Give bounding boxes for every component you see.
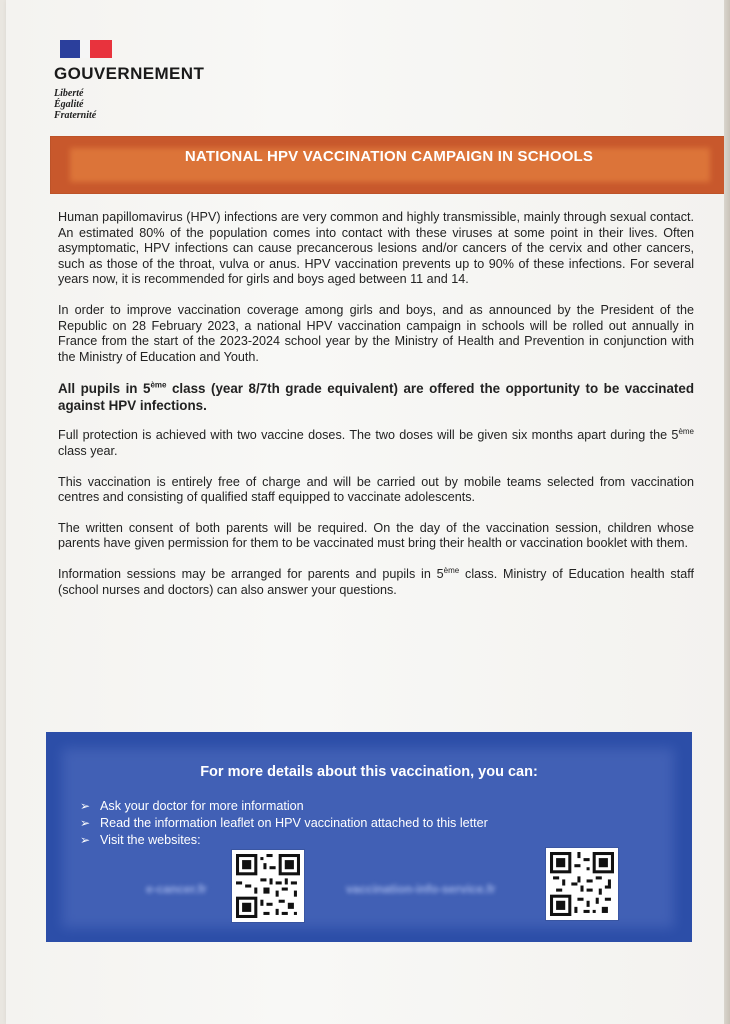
- org-name: GOUVERNEMENT: [54, 64, 205, 83]
- motto: [54, 88, 204, 121]
- letter-page: [6, 0, 726, 1024]
- arrow-bullet-icon: ➢: [80, 816, 91, 830]
- paragraph-hpv-intro: Human papillomavirus (HPV) infections are very common and highly transmissible, mainly through sexual contact. An estimated 80% of the population comes into contact with these viruses at some point in their lives. Often asymptomatic, HPV infections can cause precancerous lesions and/or cancers of the cervix and other cancers, such as those of the throat, vulva or anus. HPV vaccination prevents up to 90% of these infections. For several years now, it is recommended for girls and boys aged between 11 and 14.: [58, 210, 694, 287]
- french-flag-icon: [60, 40, 112, 58]
- list-item: ➢ Read the information leaflet on HPV vaccination attached to this letter: [80, 816, 488, 830]
- paragraph-consent: The written consent of both parents will be required. On the day of the vaccination session, children whose parents have given permission for them to be vaccinated must bring their health or vaccination booklet with them.: [58, 520, 694, 551]
- motto-line: Fraternité: [54, 110, 97, 121]
- government-logo: [54, 40, 204, 121]
- website-link-2[interactable]: vaccination-info-service.fr: [346, 882, 496, 896]
- info-list: [80, 798, 488, 849]
- paragraph-information-sessions: Information sessions may be arranged for parents and pupils in 5ème class. Ministry of Education health staff (school nurses and doctors) can also answer your questions.: [58, 565, 694, 597]
- paragraph-doses: Full protection is achieved with two vaccine doses. The two doses will be given six months apart during the 5ème class year.: [58, 427, 694, 458]
- motto-line: Égalité: [54, 99, 84, 110]
- list-item: ➢ Ask your doctor for more information: [80, 799, 304, 813]
- qr-code-1[interactable]: [232, 850, 304, 922]
- info-box-title: For more details about this vaccination, you can:: [200, 764, 538, 780]
- paragraph-eligibility: All pupils in 5ème class (year 8/7th grade equivalent) are offered the opportunity to be vaccinated against HPV infections.: [58, 380, 694, 414]
- page-title: NATIONAL HPV VACCINATION CAMPAIGN IN SCHOOLS: [184, 148, 594, 165]
- qr-code-2[interactable]: [546, 848, 618, 920]
- qr-code-icon: [550, 852, 614, 916]
- arrow-bullet-icon: ➢: [80, 833, 91, 847]
- website-link-1[interactable]: e-cancer.fr: [146, 882, 207, 896]
- motto-line: Liberté: [54, 88, 84, 99]
- paragraph-campaign: In order to improve vaccination coverage among girls and boys, and as announced by the President of the Republic on 28 February 2023, a national HPV vaccination campaign in schools will be rolled out annually in France from the start of the 2023-2024 school year by the Ministry of Health and Prevention in conjunction with the Ministry of Education and Youth.: [58, 302, 694, 364]
- letter-body: [58, 210, 694, 613]
- arrow-bullet-icon: ➢: [80, 799, 91, 813]
- qr-code-icon: [236, 854, 300, 918]
- title-banner: [50, 136, 728, 194]
- more-details-box: [46, 732, 692, 942]
- list-item: ➢ Visit the websites:: [80, 833, 201, 847]
- paragraph-free-of-charge: This vaccination is entirely free of charge and will be carried out by mobile teams selected from vaccination centres and consisting of qualified staff equipped to vaccinate adolescents.: [58, 474, 694, 505]
